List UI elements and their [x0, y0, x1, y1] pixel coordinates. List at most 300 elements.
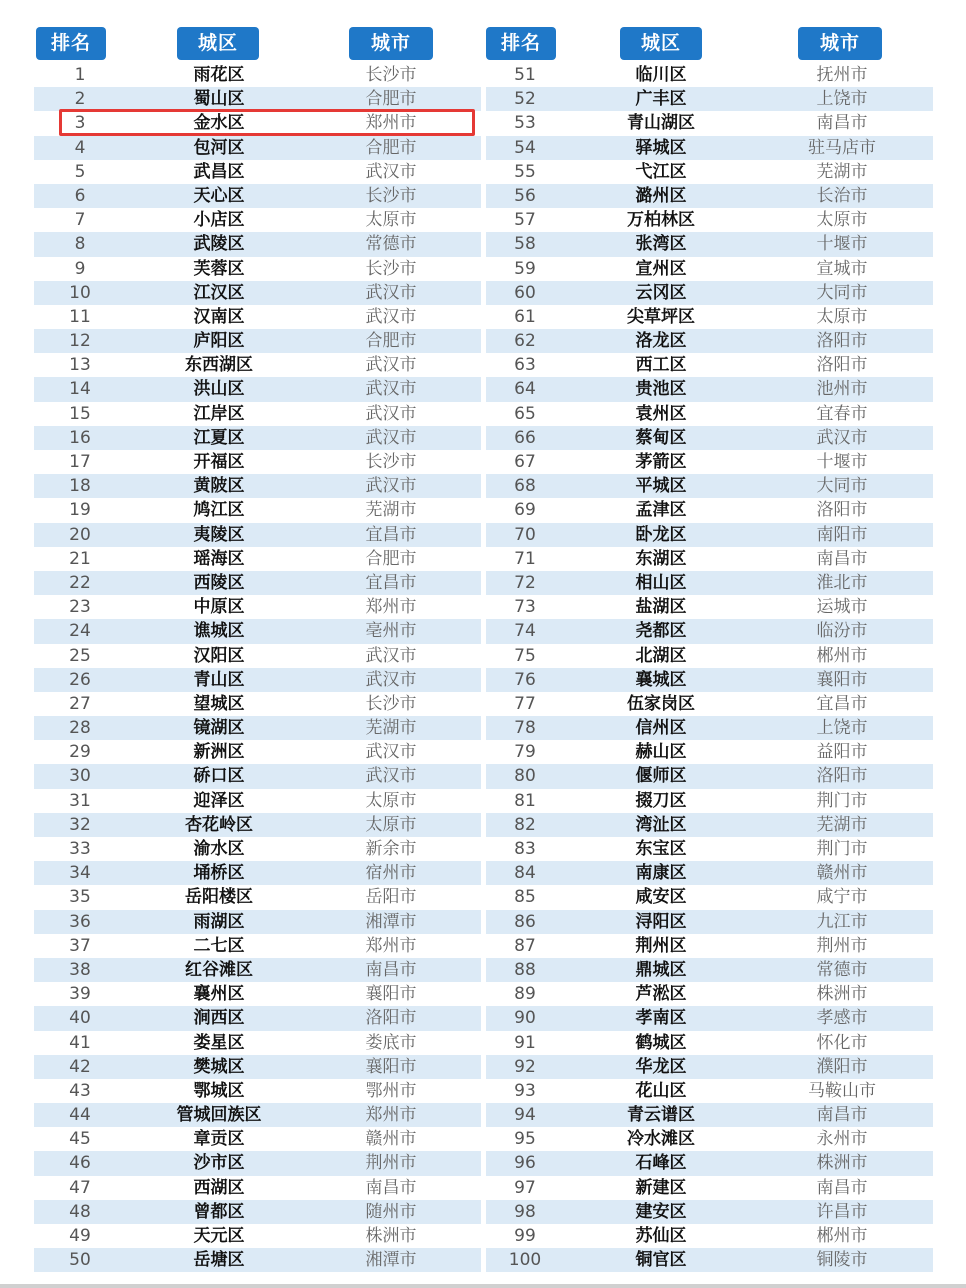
table-row	[486, 353, 933, 377]
city-cell: 娄底市	[365, 1032, 417, 1053]
city-cell: 九江市	[816, 911, 868, 932]
district-cell: 夷陵区	[193, 524, 245, 545]
rank-cell: 23	[69, 597, 91, 618]
district-cell: 武昌区	[193, 161, 245, 182]
district-cell: 云冈区	[635, 282, 687, 303]
district-cell: 伍家岗区	[627, 693, 695, 714]
rank-cell: 12	[69, 331, 91, 352]
city-cell: 铜陵市	[816, 1250, 868, 1271]
rank-cell: 89	[514, 984, 536, 1005]
rank-cell: 37	[69, 935, 91, 956]
city-cell: 芜湖市	[816, 814, 868, 835]
district-cell: 浔阳区	[635, 911, 687, 932]
rank-cell: 74	[514, 621, 536, 642]
district-cell: 东湖区	[635, 548, 687, 569]
city-cell: 郴州市	[816, 1226, 868, 1246]
rank-cell: 73	[514, 597, 536, 618]
district-cell: 娄星区	[193, 1032, 245, 1053]
district-cell: 青云谱区	[627, 1105, 695, 1126]
rank-cell: 76	[514, 669, 536, 690]
table-row	[486, 1248, 933, 1272]
rank-cell: 88	[514, 959, 536, 980]
city-cell: 合肥市	[365, 331, 417, 352]
city-cell: 株洲市	[816, 1153, 868, 1174]
table-row	[34, 764, 481, 788]
rank-cell: 32	[69, 814, 91, 835]
district-cell: 襄城区	[635, 669, 687, 690]
district-cell: 樊城区	[193, 1056, 245, 1077]
left-table	[34, 27, 481, 1272]
table-row	[486, 644, 933, 668]
rank-cell: 100	[508, 1250, 542, 1271]
district-cell: 瑶海区	[193, 548, 245, 569]
table-row	[486, 789, 933, 813]
table-row	[34, 208, 481, 232]
table-row	[486, 257, 933, 281]
city-cell: 郑州市	[365, 935, 417, 956]
rank-cell: 54	[514, 137, 536, 158]
rank-cell: 55	[514, 161, 536, 182]
rank-cell: 70	[514, 524, 536, 545]
city-cell: 鄂州市	[365, 1080, 417, 1101]
district-cell: 宣州区	[635, 258, 687, 279]
rank-cell: 45	[69, 1129, 91, 1150]
table-row	[34, 1055, 481, 1079]
city-cell: 武汉市	[365, 427, 417, 448]
district-cell: 石峰区	[635, 1153, 687, 1174]
city-cell: 武汉市	[365, 306, 417, 327]
city-cell: 咸宁市	[816, 887, 868, 908]
rank-cell: 16	[69, 427, 91, 448]
district-cell: 谯城区	[193, 621, 245, 642]
district-cell: 驿城区	[635, 137, 687, 158]
city-cell: 亳州市	[365, 621, 417, 642]
district-cell: 江夏区	[193, 427, 245, 448]
rank-cell: 71	[514, 548, 536, 569]
district-cell: 武陵区	[193, 234, 245, 255]
rank-cell: 27	[69, 693, 91, 714]
rank-cell: 30	[69, 766, 91, 787]
rank-cell: 62	[514, 331, 536, 352]
city-cell: 洛阳市	[816, 766, 868, 787]
city-cell: 濮阳市	[816, 1056, 868, 1077]
city-cell: 郑州市	[365, 597, 417, 618]
table-row	[34, 910, 481, 934]
district-cell: 赫山区	[635, 742, 687, 763]
district-cell: 岳塘区	[193, 1250, 245, 1271]
table-row	[34, 136, 481, 160]
left-table-body	[34, 63, 481, 1272]
rank-cell: 9	[74, 258, 86, 279]
city-cell: 长沙市	[365, 452, 417, 472]
district-cell: 金水区	[193, 113, 245, 134]
rank-cell: 51	[514, 65, 536, 85]
rank-cell: 4	[74, 137, 86, 158]
district-cell: 青山区	[193, 669, 245, 690]
city-cell: 合肥市	[365, 137, 417, 158]
rank-cell: 64	[514, 379, 536, 400]
city-cell: 武汉市	[365, 282, 417, 303]
table-row	[486, 668, 933, 692]
rank-cell: 60	[514, 282, 536, 303]
district-cell: 西工区	[635, 355, 687, 376]
rank-cell: 92	[514, 1056, 536, 1077]
district-cell: 洛龙区	[635, 331, 687, 352]
district-cell: 沙市区	[193, 1153, 245, 1174]
district-cell: 岳阳楼区	[185, 887, 253, 908]
table-row	[486, 402, 933, 426]
district-cell: 袁州区	[635, 403, 687, 424]
table-row	[34, 958, 481, 982]
district-cell: 临川区	[635, 65, 687, 85]
city-cell: 常德市	[365, 234, 417, 255]
rank-cell: 61	[514, 306, 536, 327]
right-table-body	[486, 63, 933, 1272]
table-row	[34, 1176, 481, 1200]
city-cell: 宜昌市	[365, 572, 417, 593]
table-row	[486, 692, 933, 716]
table-row	[486, 619, 933, 643]
city-cell: 芜湖市	[365, 718, 417, 739]
district-cell: 湾沚区	[635, 814, 687, 835]
city-cell: 荆门市	[816, 839, 868, 859]
district-cell: 硚口区	[193, 766, 245, 787]
city-cell: 运城市	[816, 597, 868, 618]
table-row	[486, 1127, 933, 1151]
district-cell: 鄂城区	[193, 1080, 245, 1101]
rank-cell: 10	[69, 282, 91, 303]
table-row	[34, 474, 481, 498]
city-cell: 宣城市	[816, 258, 868, 279]
rank-cell: 78	[514, 718, 536, 739]
table-row	[486, 474, 933, 498]
rank-cell: 50	[69, 1250, 91, 1271]
city-cell: 太原市	[365, 210, 417, 231]
table-row	[486, 208, 933, 232]
table-row	[34, 813, 481, 837]
district-cell: 西湖区	[193, 1177, 245, 1198]
table-row	[486, 160, 933, 184]
rank-cell: 97	[514, 1177, 536, 1198]
district-cell: 雨湖区	[193, 911, 245, 932]
rank-cell: 69	[514, 500, 536, 521]
district-cell: 中原区	[193, 597, 245, 618]
table-row	[34, 257, 481, 281]
city-cell: 荆州市	[365, 1153, 417, 1174]
bottom-divider	[0, 1284, 966, 1288]
city-cell: 湘潭市	[365, 1250, 417, 1271]
city-cell: 武汉市	[365, 476, 417, 497]
rank-cell: 46	[69, 1153, 91, 1174]
district-cell: 张湾区	[635, 234, 687, 255]
city-cell: 合肥市	[365, 89, 417, 110]
city-cell: 太原市	[816, 210, 868, 231]
city-cell: 荆门市	[816, 790, 868, 811]
city-cell: 株洲市	[365, 1226, 417, 1246]
city-cell: 武汉市	[365, 645, 417, 666]
table-row	[34, 571, 481, 595]
district-cell: 汉南区	[193, 306, 245, 327]
table-row	[486, 861, 933, 885]
district-cell: 蜀山区	[193, 89, 245, 110]
city-cell: 赣州市	[365, 1129, 417, 1150]
district-cell: 管城回族区	[176, 1105, 262, 1126]
rank-cell: 86	[514, 911, 536, 932]
district-cell: 芙蓉区	[193, 258, 245, 279]
rank-cell: 59	[514, 258, 536, 279]
district-cell: 掇刀区	[635, 790, 687, 811]
district-cell: 新洲区	[193, 742, 245, 763]
rank-cell: 77	[514, 693, 536, 714]
table-row	[34, 1151, 481, 1175]
district-cell: 建安区	[635, 1201, 687, 1222]
district-cell: 西陵区	[193, 572, 245, 593]
city-cell: 郴州市	[816, 645, 868, 666]
table-row	[34, 837, 481, 861]
rank-cell: 7	[74, 210, 86, 231]
rank-cell: 39	[69, 984, 91, 1005]
city-cell: 襄阳市	[365, 1056, 417, 1077]
district-cell: 鸠江区	[193, 500, 245, 521]
table-row	[486, 136, 933, 160]
rank-cell: 67	[514, 452, 536, 472]
rank-cell: 82	[514, 814, 536, 835]
rank-cell: 31	[69, 790, 91, 811]
city-cell: 太原市	[816, 306, 868, 327]
city-cell: 马鞍山市	[808, 1080, 876, 1101]
district-cell: 曾都区	[193, 1201, 245, 1222]
table-row	[34, 353, 481, 377]
district-cell: 镜湖区	[193, 718, 245, 739]
table-row	[486, 1224, 933, 1248]
table-row	[34, 232, 481, 256]
district-cell: 华龙区	[635, 1056, 687, 1077]
city-cell: 南昌市	[816, 1177, 868, 1198]
district-cell: 包河区	[193, 137, 245, 158]
rank-cell: 75	[514, 645, 536, 666]
rank-cell: 42	[69, 1056, 91, 1077]
rank-cell: 29	[69, 742, 91, 763]
rank-cell: 79	[514, 742, 536, 763]
district-cell: 天心区	[193, 185, 245, 206]
table-row	[34, 1248, 481, 1272]
city-cell: 池州市	[816, 379, 868, 400]
district-cell: 黄陂区	[193, 476, 245, 497]
city-cell: 武汉市	[365, 669, 417, 690]
city-cell: 合肥市	[365, 548, 417, 569]
city-cell: 芜湖市	[816, 161, 868, 182]
table-row	[486, 1006, 933, 1030]
rank-cell: 91	[514, 1032, 536, 1053]
rank-cell: 44	[69, 1105, 91, 1126]
rank-cell: 72	[514, 572, 536, 593]
district-cell: 苏仙区	[635, 1226, 687, 1246]
city-cell: 孝感市	[816, 1008, 868, 1029]
table-row	[34, 523, 481, 547]
city-cell: 洛阳市	[816, 331, 868, 352]
district-cell: 襄州区	[193, 984, 245, 1005]
rank-cell: 8	[74, 234, 86, 255]
table-row	[34, 1103, 481, 1127]
city-cell: 十堰市	[816, 234, 868, 255]
rank-cell: 33	[69, 839, 91, 859]
table-row	[486, 1031, 933, 1055]
city-cell: 驻马店市	[808, 137, 876, 158]
city-cell: 武汉市	[816, 427, 868, 448]
city-cell: 上饶市	[816, 89, 868, 110]
table-row	[486, 450, 933, 474]
rank-cell: 52	[514, 89, 536, 110]
district-cell: 二七区	[193, 935, 245, 956]
district-cell: 天元区	[193, 1226, 245, 1246]
city-cell: 宜昌市	[816, 693, 868, 714]
city-cell: 郑州市	[365, 1105, 417, 1126]
table-row	[486, 885, 933, 909]
table-row	[486, 1176, 933, 1200]
table-row	[34, 281, 481, 305]
rank-cell: 66	[514, 427, 536, 448]
district-cell: 望城区	[193, 693, 245, 714]
table-row	[34, 692, 481, 716]
rank-cell: 22	[69, 572, 91, 593]
district-cell: 渝水区	[193, 839, 245, 859]
right-table-header	[486, 27, 933, 63]
left-table-header	[34, 27, 481, 63]
city-cell: 岳阳市	[365, 887, 417, 908]
table-row	[34, 619, 481, 643]
rank-cell: 13	[69, 355, 91, 376]
table-row	[34, 1031, 481, 1055]
rank-cell: 49	[69, 1226, 91, 1246]
rank-cell: 6	[74, 185, 86, 206]
city-cell: 怀化市	[816, 1032, 868, 1053]
rank-cell: 38	[69, 959, 91, 980]
district-cell: 蔡甸区	[635, 427, 687, 448]
district-cell: 庐阳区	[193, 331, 245, 352]
district-cell: 埇桥区	[193, 863, 245, 884]
rank-cell: 84	[514, 863, 536, 884]
district-header: 城区	[177, 27, 259, 60]
city-cell: 十堰市	[816, 452, 868, 472]
table-row	[486, 184, 933, 208]
city-cell: 临汾市	[816, 621, 868, 642]
rank-cell: 20	[69, 524, 91, 545]
city-cell: 南阳市	[816, 524, 868, 545]
rank-cell: 24	[69, 621, 91, 642]
rank-cell: 93	[514, 1080, 536, 1101]
city-cell: 许昌市	[816, 1201, 868, 1222]
table-row	[486, 426, 933, 450]
rank-cell: 43	[69, 1080, 91, 1101]
city-cell: 郑州市	[365, 113, 417, 134]
city-cell: 洛阳市	[365, 1008, 417, 1029]
district-cell: 红谷滩区	[185, 959, 253, 980]
rank-cell: 63	[514, 355, 536, 376]
district-cell: 花山区	[635, 1080, 687, 1101]
table-row	[34, 1006, 481, 1030]
table-row	[34, 184, 481, 208]
rank-cell: 53	[514, 113, 536, 134]
table-row	[486, 111, 933, 135]
city-cell: 太原市	[365, 814, 417, 835]
district-cell: 贵池区	[635, 379, 687, 400]
rank-cell: 85	[514, 887, 536, 908]
district-cell: 弋江区	[635, 161, 687, 182]
district-cell: 北湖区	[635, 645, 687, 666]
city-cell: 随州市	[365, 1201, 417, 1222]
district-cell: 南康区	[635, 863, 687, 884]
rank-cell: 18	[69, 476, 91, 497]
city-cell: 常德市	[816, 959, 868, 980]
district-cell: 涧西区	[193, 1008, 245, 1029]
table-row	[486, 910, 933, 934]
city-cell: 上饶市	[816, 718, 868, 739]
city-cell: 宜昌市	[365, 524, 417, 545]
city-cell: 洛阳市	[816, 355, 868, 376]
table-row	[486, 87, 933, 111]
city-cell: 襄阳市	[816, 669, 868, 690]
city-cell: 株洲市	[816, 984, 868, 1005]
rank-cell: 25	[69, 645, 91, 666]
table-row	[34, 716, 481, 740]
district-header: 城区	[620, 27, 702, 60]
table-row	[486, 740, 933, 764]
rank-cell: 40	[69, 1008, 91, 1029]
rank-cell: 19	[69, 500, 91, 521]
district-cell: 青山湖区	[627, 113, 695, 134]
rank-cell: 90	[514, 1008, 536, 1029]
table-row	[34, 740, 481, 764]
district-cell: 洪山区	[193, 379, 245, 400]
table-row	[486, 934, 933, 958]
table-row	[34, 377, 481, 401]
rank-cell: 3	[74, 113, 86, 134]
table-row	[486, 571, 933, 595]
city-cell: 南昌市	[365, 1177, 417, 1198]
table-row	[486, 958, 933, 982]
rank-cell: 35	[69, 887, 91, 908]
rank-cell: 2	[74, 89, 86, 110]
rank-cell: 26	[69, 669, 91, 690]
city-header: 城市	[798, 27, 882, 60]
district-cell: 平城区	[635, 476, 687, 497]
district-cell: 尧都区	[635, 621, 687, 642]
district-cell: 广丰区	[635, 89, 687, 110]
district-cell: 铜官区	[635, 1250, 687, 1271]
city-cell: 武汉市	[365, 379, 417, 400]
table-row	[486, 63, 933, 87]
district-cell: 章贡区	[193, 1129, 245, 1150]
district-cell: 相山区	[635, 572, 687, 593]
rank-cell: 17	[69, 452, 91, 472]
rank-cell: 87	[514, 935, 536, 956]
table-row	[34, 885, 481, 909]
table-row	[486, 329, 933, 353]
table-row	[34, 450, 481, 474]
district-cell: 东宝区	[635, 839, 687, 859]
rank-header: 排名	[486, 27, 556, 60]
table-row	[34, 305, 481, 329]
city-cell: 益阳市	[816, 742, 868, 763]
city-cell: 长沙市	[365, 65, 417, 85]
rank-cell: 99	[514, 1226, 536, 1246]
district-cell: 咸安区	[635, 887, 687, 908]
table-row	[34, 934, 481, 958]
district-cell: 开福区	[193, 452, 245, 472]
city-cell: 武汉市	[365, 403, 417, 424]
table-row	[486, 1079, 933, 1103]
rank-cell: 57	[514, 210, 536, 231]
